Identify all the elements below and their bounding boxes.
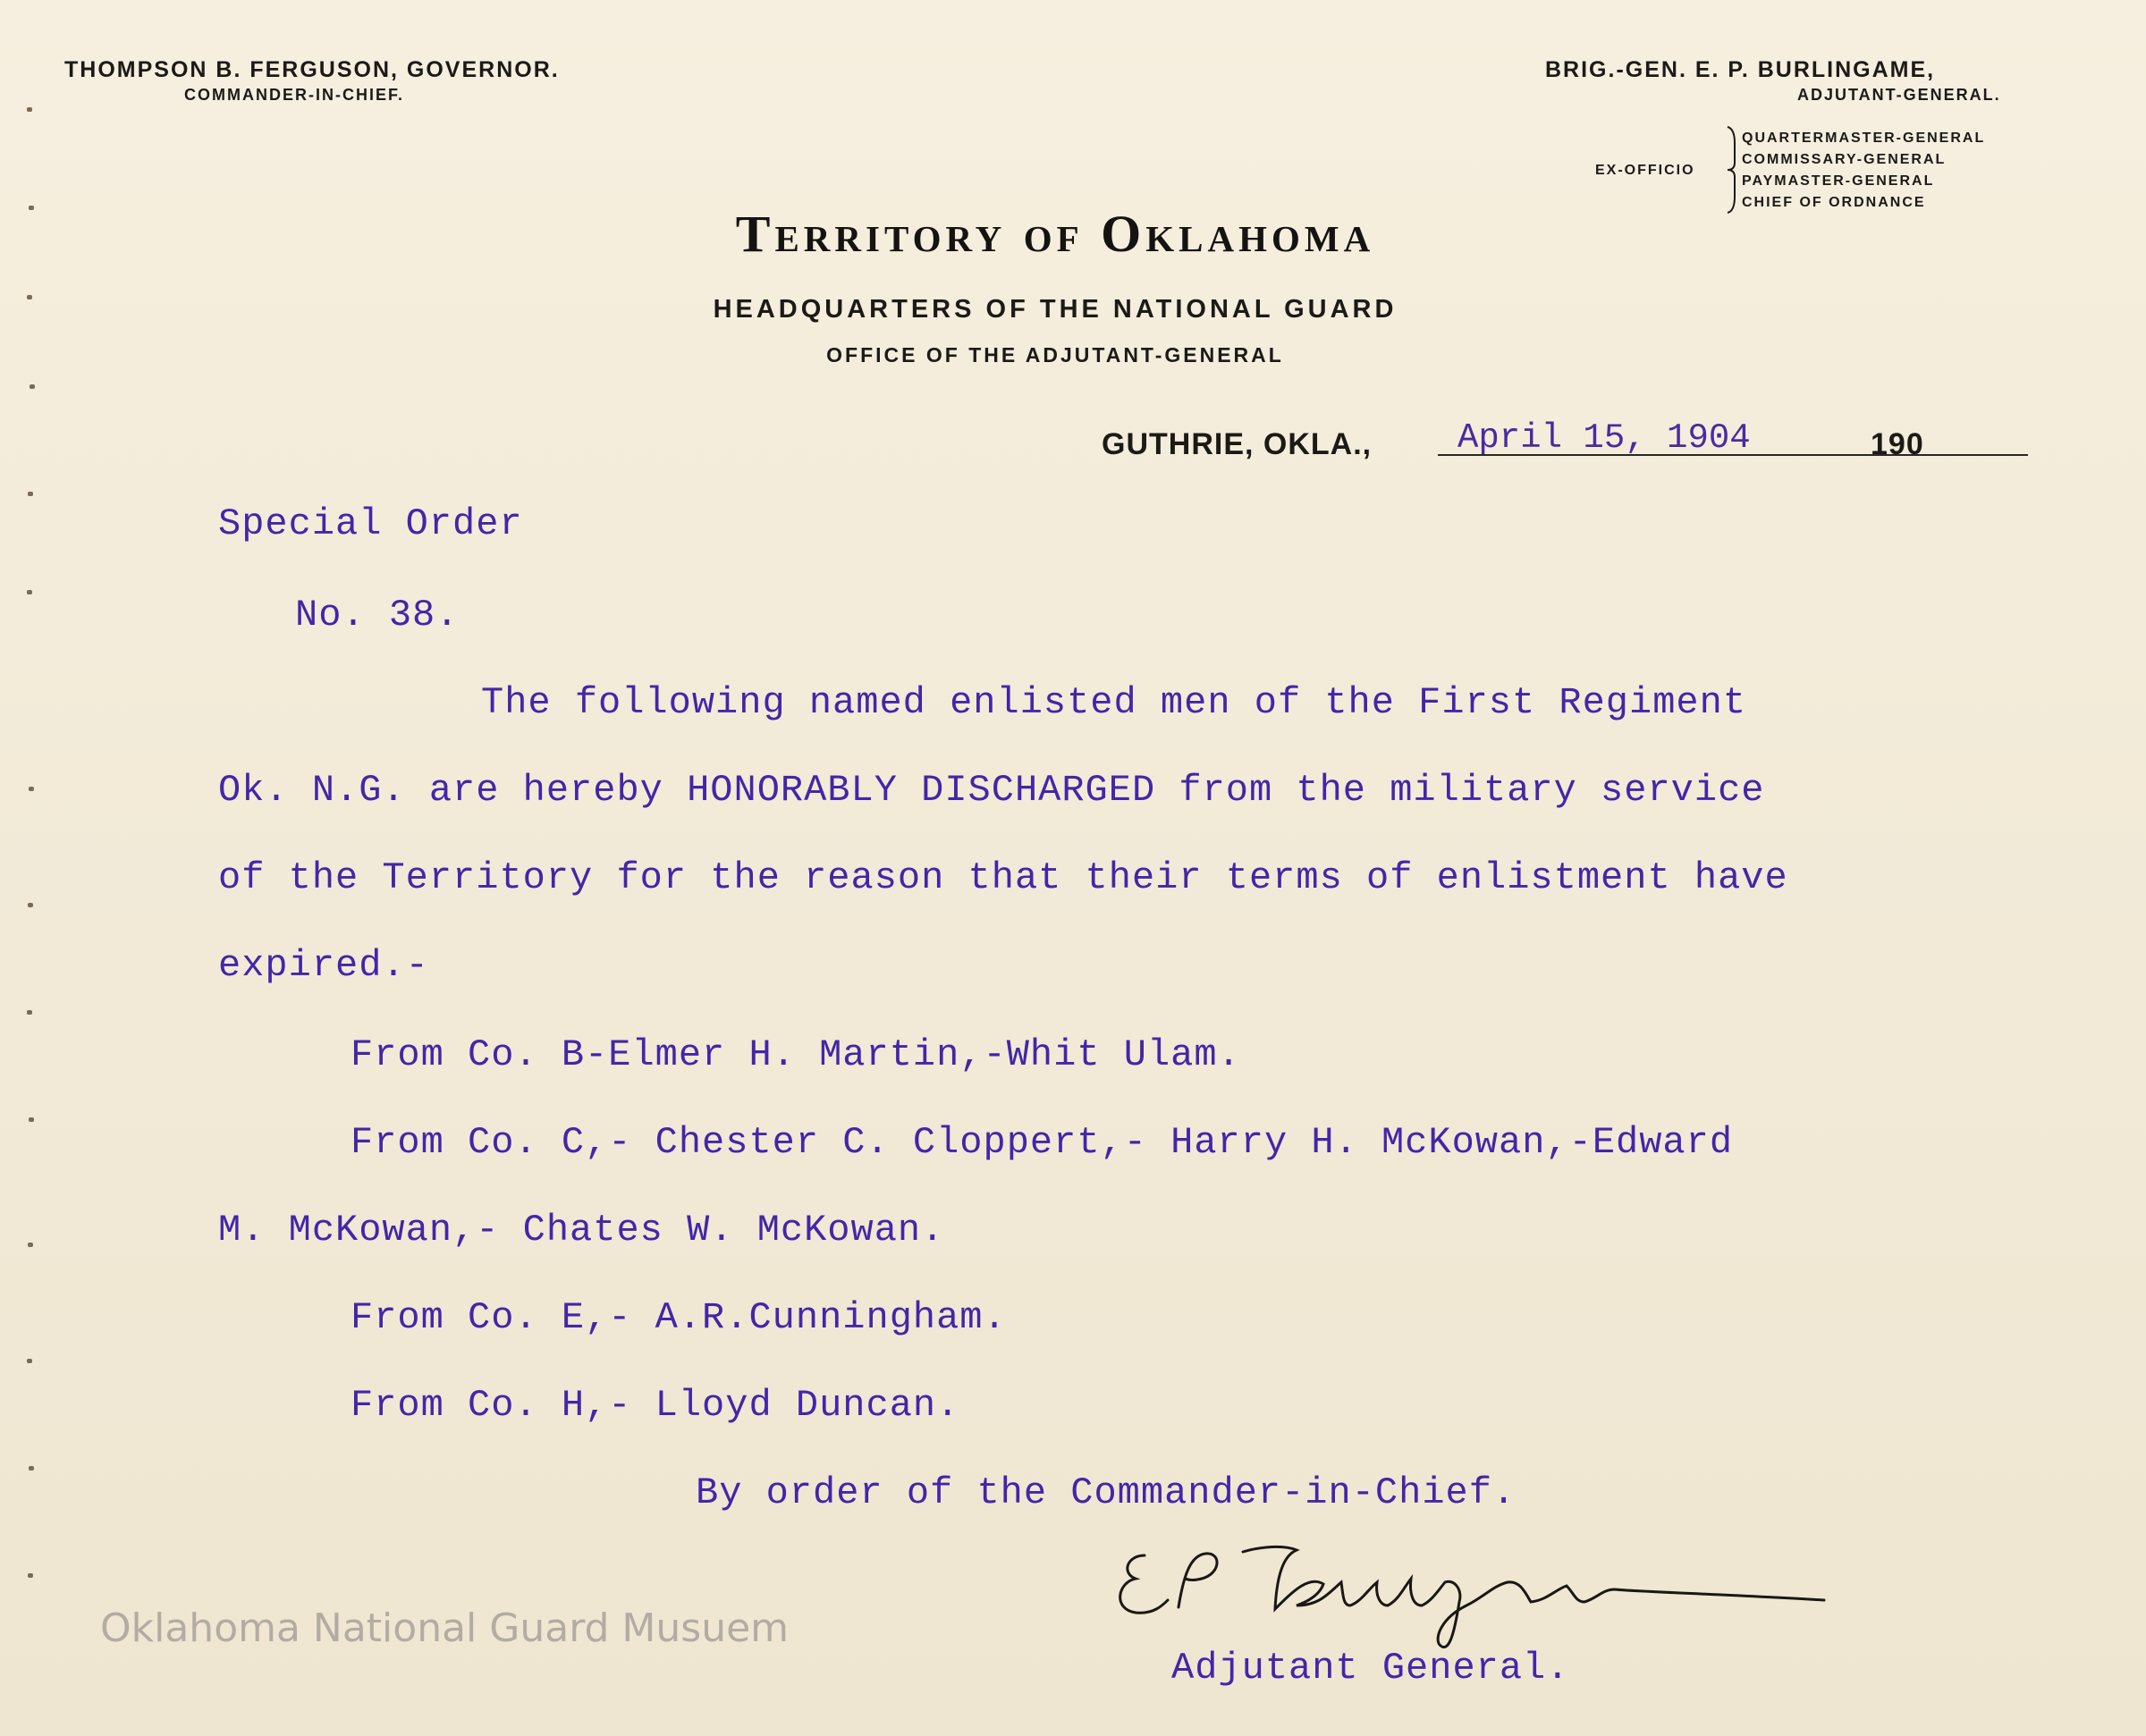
dateline-date: April 15, 1904 bbox=[1457, 418, 1751, 458]
museum-watermark: Oklahoma National Guard Musuem bbox=[100, 1605, 790, 1651]
letterhead-subtitle-2: OFFICE OF THE ADJUTANT-GENERAL bbox=[826, 343, 1284, 367]
governor-title: COMMANDER-IN-CHIEF. bbox=[184, 86, 404, 104]
body-line-1: The following named enlisted men of the First Regiment bbox=[481, 681, 1747, 724]
ex-officio-role-1: QUARTERMASTER-GENERAL bbox=[1742, 131, 1986, 146]
dateline-place: GUTHRIE, OKLA., bbox=[1102, 427, 1373, 461]
company-line-h: From Co. H,- Lloyd Duncan. bbox=[351, 1384, 960, 1427]
body-line-2: Ok. N.G. are hereby HONORABLY DISCHARGED from the military service bbox=[218, 769, 1765, 812]
closing-line: By order of the Commander-in-Chief. bbox=[696, 1471, 1517, 1514]
governor-line: THOMPSON B. FERGUSON, GOVERNOR. bbox=[64, 57, 560, 82]
adjutant-title: ADJUTANT-GENERAL. bbox=[1797, 86, 2001, 104]
ex-officio-label: EX-OFFICIO bbox=[1595, 163, 1695, 178]
adjutant-line: BRIG.-GEN. E. P. BURLINGAME, bbox=[1545, 57, 1936, 82]
order-heading: Special Order bbox=[218, 502, 523, 545]
signature-title: Adjutant General. bbox=[1171, 1647, 1570, 1690]
brace-icon bbox=[1726, 125, 1738, 215]
ex-officio-role-3: PAYMASTER-GENERAL bbox=[1742, 173, 1935, 189]
letterhead-title: Territory of Oklahoma bbox=[735, 205, 1375, 263]
company-line-b: From Co. B-Elmer H. Martin,-Whit Ulam. bbox=[351, 1033, 1241, 1076]
ex-officio-role-2: COMMISSARY-GENERAL bbox=[1742, 152, 1947, 167]
company-line-c-cont: M. McKowan,- Chates W. McKowan. bbox=[218, 1209, 945, 1251]
ex-officio-role-4: CHIEF OF ORDNANCE bbox=[1742, 195, 1926, 210]
dateline-year-prefix: 190 bbox=[1871, 427, 1924, 461]
letterhead-subtitle-1: HEADQUARTERS OF THE NATIONAL GUARD bbox=[713, 295, 1398, 324]
signature bbox=[1109, 1520, 1878, 1654]
company-line-e: From Co. E,- A.R.Cunningham. bbox=[351, 1296, 1007, 1339]
body-line-3: of the Territory for the reason that their terms of enlistment have bbox=[218, 856, 1788, 899]
order-number: No. 38. bbox=[295, 594, 460, 636]
company-line-c: From Co. C,- Chester C. Cloppert,- Harry H. McKowan,-Edward bbox=[351, 1121, 1734, 1164]
body-line-4: expired.- bbox=[218, 944, 429, 987]
